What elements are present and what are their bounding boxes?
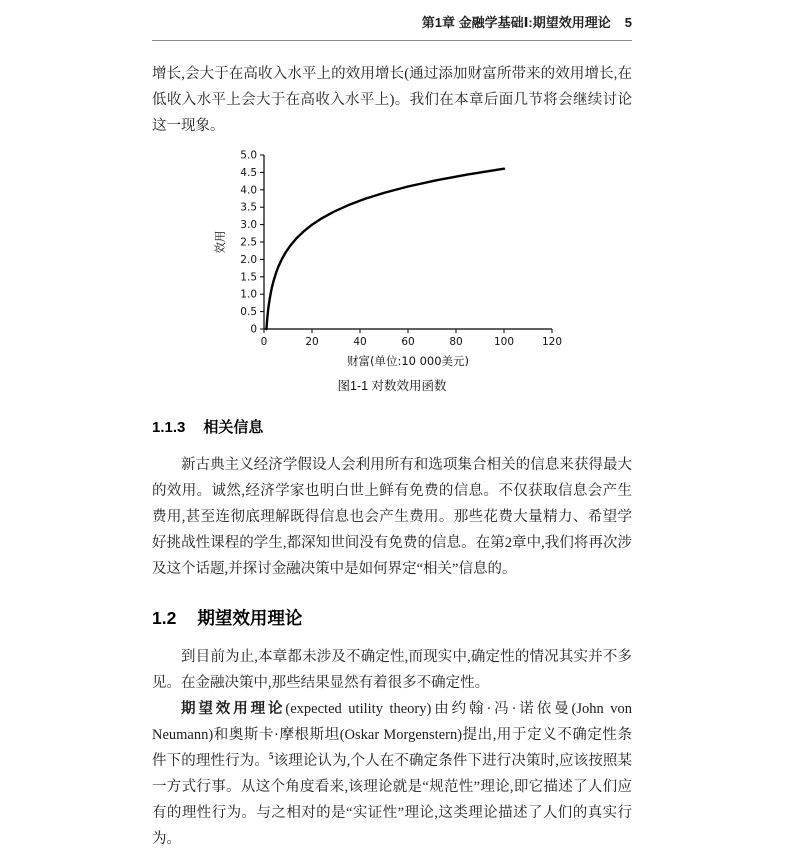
svg-text:3.0: 3.0: [240, 219, 257, 232]
svg-text:20: 20: [305, 336, 319, 348]
paragraph-text-2: 该理论认为,个人在不确定条件下进行决策时,应该按照某一方式行事。从这个角度看来,该理论就是“规范性”理论,即它描述了人们应有的理性行为。与之相对的是“实证性”理论,这类理论描述了人们的真实行为。: [152, 753, 632, 847]
term-expected-utility-theory: 期望效用理论: [181, 701, 286, 717]
section-heading-1-1-3: [152, 418, 632, 438]
svg-text:80: 80: [449, 336, 463, 348]
section-number: 1.2: [152, 608, 177, 628]
running-header-title: 第1章 金融学基础Ⅰ:期望效用理论: [421, 15, 611, 30]
svg-text:2.5: 2.5: [240, 236, 257, 249]
section-title: 期望效用理论: [197, 608, 303, 628]
log-utility-chart: [212, 145, 572, 373]
svg-text:5.0: 5.0: [240, 149, 257, 162]
figure-utility-chart: [212, 145, 572, 396]
section-title: 相关信息: [203, 419, 264, 436]
svg-text:100: 100: [493, 336, 515, 348]
paragraph-uncertainty: 到目前为止,本章都未涉及不确定性,而现实中,确定性的情况其实并不多见。在金融决策中,那些结果显然有着很多不确定性。: [152, 649, 632, 691]
figure-caption: 图1-1 对数效用函数: [337, 379, 447, 393]
svg-text:3.5: 3.5: [240, 201, 257, 214]
svg-text:120: 120: [541, 336, 563, 348]
footnote-ref-5: 5: [269, 751, 274, 762]
svg-text:4.0: 4.0: [240, 184, 257, 197]
svg-text:0: 0: [260, 336, 268, 348]
svg-text:1.5: 1.5: [240, 271, 257, 284]
svg-text:40: 40: [353, 336, 367, 348]
svg-text:4.5: 4.5: [240, 166, 257, 179]
intro-paragraph: 增长,会大于在高收入水平上的效用增长(通过添加财富所带来的效用增长,在低收入水平上会大于在高收入水平上)。我们在本章后面几节将会继续讨论这一现象。: [152, 66, 632, 134]
paragraph-expected-utility: [152, 696, 632, 852]
section-heading-1-2: [152, 606, 632, 630]
svg-text:2.0: 2.0: [240, 253, 257, 266]
section-number: 1.1.3: [152, 419, 186, 436]
running-header: [152, 14, 632, 41]
svg-text:财富(单位:10 000美元): 财富(单位:10 000美元): [346, 354, 470, 368]
paragraph-text-1: (expected utility theory)由约翰·冯·诺依曼(John von Neumann)和奥斯卡·摩根斯坦(Oskar Morgenstern)提出,用于定义不确定性条件下的理性行为。: [152, 701, 633, 769]
svg-text:0.5: 0.5: [240, 306, 257, 319]
paragraph-related-info: 新古典主义经济学假设人会利用所有和选项集合相关的信息来获得最大的效用。诚然,经济学家也明白世上鲜有免费的信息。不仅获取信息会产生费用,甚至连彻底理解既得信息也会产生费用。那些花费大量精力、希望学好挑战性课程的学生,都深知世间没有免费的信息。在第2章中,我们将再次涉及这个话题,并探讨金融决策中是如何界定“相关”信息的。: [152, 457, 632, 577]
svg-text:0: 0: [250, 323, 257, 336]
svg-text:效用: 效用: [213, 230, 227, 254]
svg-text:1.0: 1.0: [240, 288, 257, 301]
svg-text:60: 60: [401, 336, 415, 348]
page-number: 5: [624, 15, 632, 30]
